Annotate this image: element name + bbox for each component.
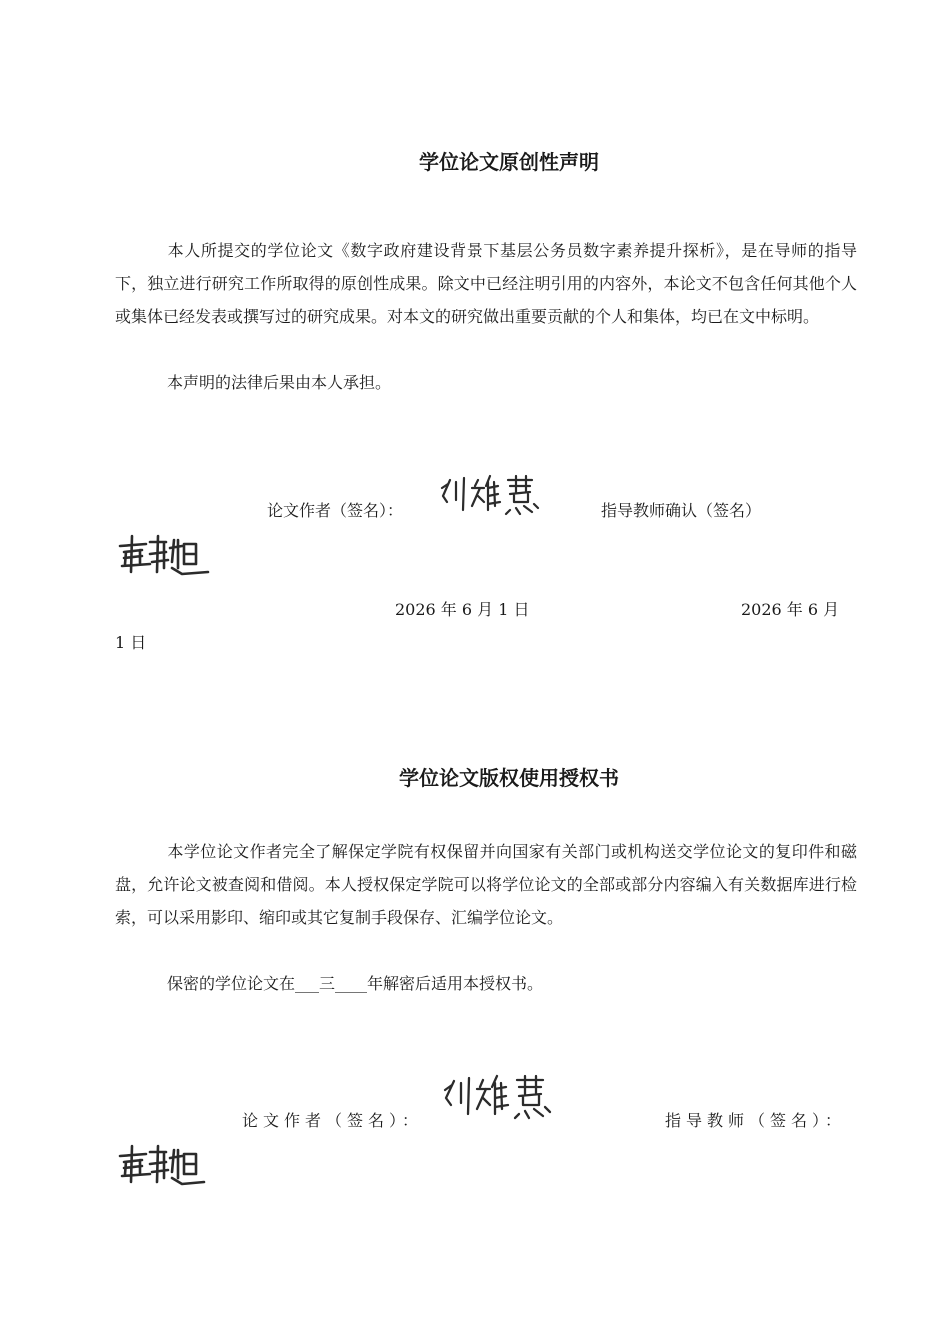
declaration-author-signature [438,474,548,516]
declaration-paragraph-1-text: 本人所提交的学位论文《数字政府建设背景下基层公务员数字素养提升探析》，是在导师的指导下，独立进行研究工作所取得的原创性成果。除文中已经注明引用的内容外，本论文不包含任何其他个人或集体已经发表或撰写过的研究成果。对本文的研究做出重要贡献的个人和集体，均已在文中标明。 [115,241,857,326]
authorization-paragraph-2 [115,967,857,1000]
declaration-paragraph-2 [115,366,857,399]
authorization-paragraph-2-text: 保密的学位论文在___三____年解密后适用本授权书。 [167,974,544,993]
declaration-paragraph-2-text: 本声明的法律后果由本人承担。 [167,373,392,392]
handwritten-signature-liu-yahui [438,474,548,516]
authorization-advisor-signature [116,1144,208,1186]
declaration-title: 学位论文原创性声明 [419,150,599,174]
authorization-paragraph-1 [115,835,857,934]
declaration-author-date: 2026 年 6 月 1 日 [395,600,530,619]
declaration-author-label: 论文作者（签名）： [267,501,404,520]
declaration-paragraph-1 [115,234,857,333]
declaration-advisor-date-day: 1 日 [115,633,147,652]
authorization-author-label: 论文作者（签名）： [242,1111,424,1130]
authorization-author-signature [441,1074,561,1120]
authorization-advisor-label: 指导教师（签名）： [665,1111,847,1130]
authorization-title: 学位论文版权使用授权书 [399,766,619,790]
declaration-advisor-signature [116,534,212,576]
handwritten-signature-han-xu [116,534,212,576]
declaration-advisor-label: 指导教师确认（签名） [601,501,762,520]
declaration-advisor-date: 2026 年 6 月 [741,600,840,619]
handwritten-signature-liu-yahui [441,1074,561,1120]
authorization-paragraph-1-text: 本学位论文作者完全了解保定学院有权保留并向国家有关部门或机构送交学位论文的复印件和磁盘，允许论文被查阅和借阅。本人授权保定学院可以将学位论文的全部或部分内容编入有关数据库进行检索，可以采用影印、缩印或其它复制手段保存、汇编学位论文。 [115,842,857,927]
handwritten-signature-han-xu [116,1144,208,1186]
